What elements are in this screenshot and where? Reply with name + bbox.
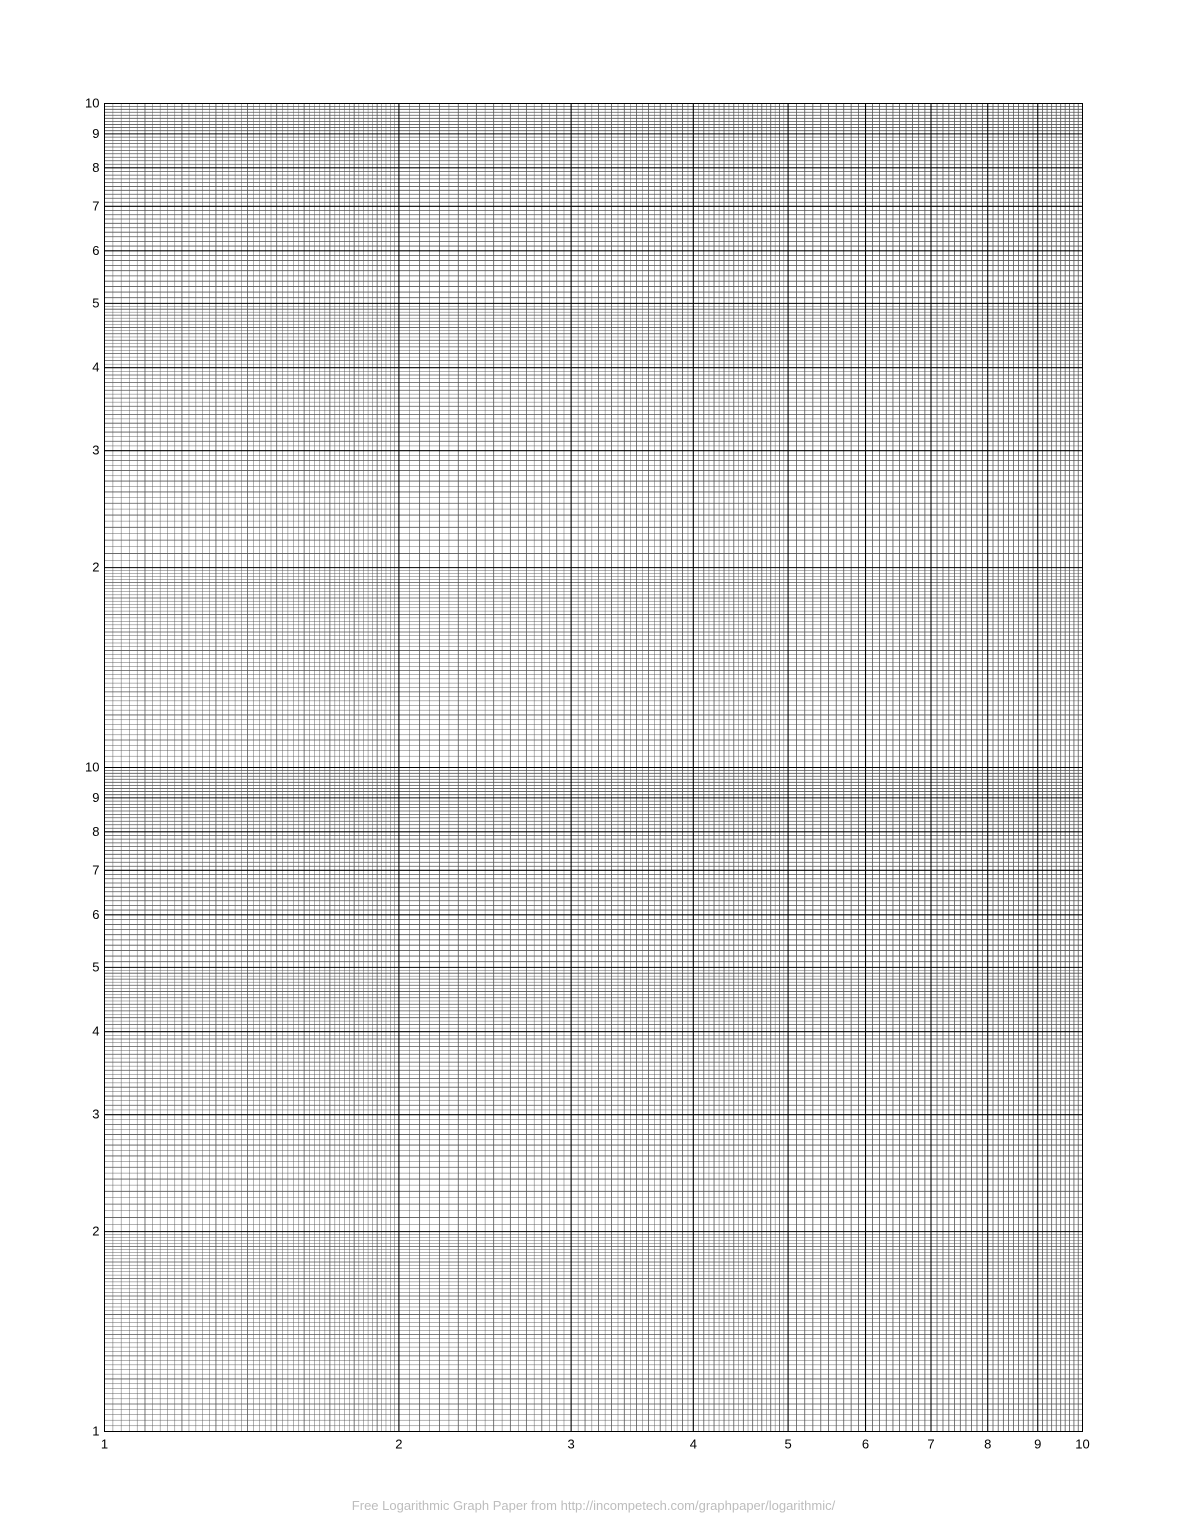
x-tick-label: 2 bbox=[395, 1436, 403, 1452]
y-axis-tick-labels bbox=[85, 96, 99, 1439]
major-grid-lines bbox=[105, 104, 1083, 1432]
y-tick-label: 6 bbox=[92, 242, 100, 258]
y-tick-label: 5 bbox=[92, 959, 100, 975]
x-axis-tick-labels bbox=[101, 1437, 1090, 1452]
y-tick-label: 8 bbox=[92, 823, 100, 839]
y-tick-label: 3 bbox=[92, 1106, 100, 1122]
x-tick-label: 4 bbox=[689, 1436, 697, 1452]
y-tick-label: 4 bbox=[92, 1023, 100, 1039]
y-tick-label: 2 bbox=[92, 559, 100, 575]
x-tick-label: 3 bbox=[567, 1436, 575, 1452]
x-tick-label: 6 bbox=[861, 1436, 870, 1452]
y-tick-label: 1 bbox=[92, 1423, 100, 1439]
y-tick-label: 6 bbox=[92, 906, 100, 922]
x-tick-label: 7 bbox=[927, 1436, 935, 1452]
x-tick-label: 8 bbox=[984, 1436, 992, 1452]
y-tick-label: 10 bbox=[85, 95, 100, 111]
y-tick-label: 5 bbox=[92, 295, 100, 311]
y-tick-label: 7 bbox=[92, 198, 100, 214]
y-tick-label: 9 bbox=[92, 789, 100, 805]
y-tick-label: 2 bbox=[92, 1223, 100, 1239]
x-tick-label: 10 bbox=[1075, 1436, 1090, 1452]
y-tick-label: 7 bbox=[92, 862, 100, 878]
y-tick-label: 4 bbox=[92, 359, 100, 375]
x-tick-label: 5 bbox=[784, 1436, 792, 1452]
footer-credit: Free Logarithmic Graph Paper from http://incompetech.com/graphpaper/logarithmic/ bbox=[351, 1498, 836, 1513]
x-tick-label: 9 bbox=[1034, 1436, 1042, 1452]
x-tick-label: 1 bbox=[100, 1436, 109, 1452]
y-tick-label: 3 bbox=[92, 442, 100, 458]
y-tick-label: 10 bbox=[85, 759, 100, 775]
y-tick-label: 8 bbox=[92, 159, 100, 175]
y-tick-label: 9 bbox=[92, 125, 100, 141]
